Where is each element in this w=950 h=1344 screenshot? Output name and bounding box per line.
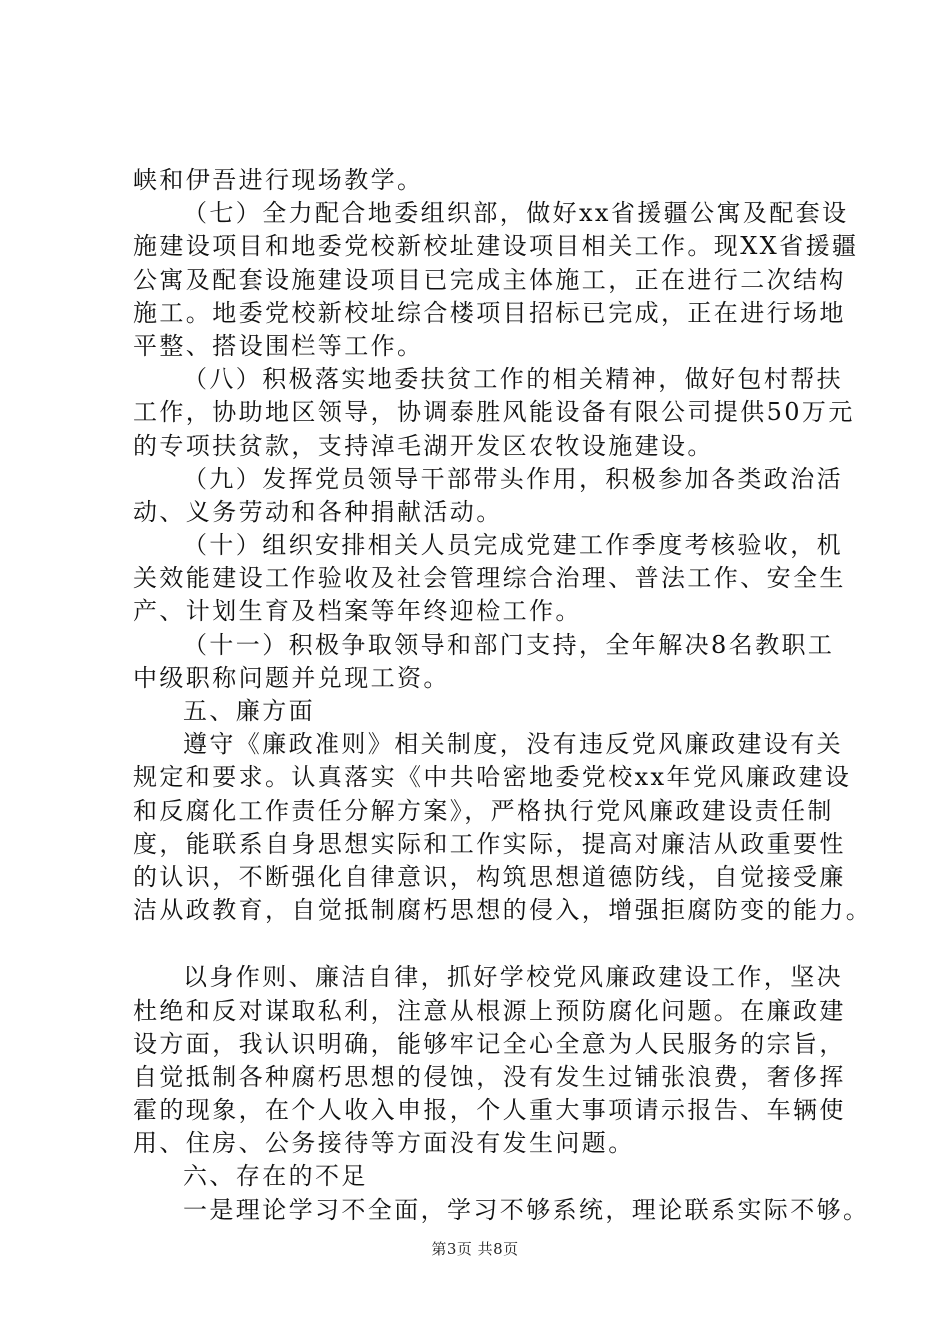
text-line: 工作，协助地区领导，协调泰胜风能设备有限公司提供50万元 <box>133 398 855 427</box>
text-line: 中级职称问题并兑现工资。 <box>133 663 450 692</box>
text-line: 规定和要求。认真落实《中共哈密地委党校xx年党风廉政建设 <box>133 763 852 792</box>
text-line: 洁从政教育，自觉抵制腐朽思想的侵入，增强拒腐防变的能力。 <box>133 896 873 925</box>
text-line: 施建设项目和地委党校新校址建设项目相关工作。现XX省援疆 <box>133 232 859 261</box>
text-line: 峡和伊吾进行现场教学。 <box>133 166 424 194</box>
document-body <box>133 164 873 1227</box>
text-line: 施工。地委党校新校址综合楼项目招标已完成，正在进行场地 <box>133 298 846 327</box>
text-line: （十）组织安排相关人员完成党建工作季度考核验收，机 <box>183 531 843 560</box>
text-line: 用、住房、公务接待等方面没有发生问题。 <box>133 1129 635 1158</box>
text-line: 的专项扶贫款，支持淖毛湖开发区农牧设施建设。 <box>133 431 714 460</box>
text-line: 杜绝和反对谋取私利，注意从根源上预防腐化问题。在廉政建 <box>133 996 846 1025</box>
text-line: 平整、搭设围栏等工作。 <box>133 331 424 360</box>
text-line: （七）全力配合地委组织部，做好xx省援疆公寓及配套设 <box>183 199 849 228</box>
text-line: 自觉抵制各种腐朽思想的侵蚀，没有发生过铺张浪费，奢侈挥 <box>133 1062 846 1091</box>
paragraph-block-2 <box>133 961 870 1227</box>
text-line: 的认识，不断强化自律意识，构筑思想道德防线，自觉接受廉 <box>133 862 846 891</box>
text-line: 度，能联系自身思想实际和工作实际，提高对廉洁从政重要性 <box>133 829 846 858</box>
text-line: 以身作则、廉洁自律，抓好学校党风廉政建设工作，坚决 <box>183 963 843 992</box>
text-line: 遵守《廉政准则》相关制度，没有违反党风廉政建设有关 <box>183 730 843 759</box>
text-line: 设方面，我认识明确，能够牢记全心全意为人民服务的宗旨， <box>133 1029 846 1058</box>
text-line: 产、计划生育及档案等年终迎检工作。 <box>133 597 582 626</box>
text-line: 和反腐化工作责任分解方案》，严格执行党风廉政建设责任制 <box>133 796 834 825</box>
page-footer <box>0 1238 950 1259</box>
text-line: 动、义务劳动和各种捐献活动。 <box>133 497 503 526</box>
text-line: （十一）积极争取领导和部门支持，全年解决8名教职工 <box>183 630 835 659</box>
text-line: （九）发挥党员领导干部带头作用，积极参加各类政治活 <box>183 464 843 493</box>
text-line: （八）积极落实地委扶贫工作的相关精神，做好包村帮扶 <box>183 365 843 394</box>
text-line: 关效能建设工作验收及社会管理综合治理、普法工作、安全生 <box>133 564 846 593</box>
text-line: 一是理论学习不全面，学习不够系统，理论联系实际不够。 <box>183 1195 870 1224</box>
text-line: 六、存在的不足 <box>183 1162 368 1191</box>
text-line: 公寓及配套设施建设项目已完成主体施工，正在进行二次结构 <box>133 265 846 294</box>
paragraph-block-1 <box>133 164 873 927</box>
paragraph-gap <box>133 927 833 961</box>
text-line: 五、廉方面 <box>183 697 315 725</box>
page-number-label: 第3页 共8页 <box>431 1240 519 1258</box>
text-line: 霍的现象，在个人收入申报，个人重大事项请示报告、车辆使 <box>133 1096 846 1125</box>
